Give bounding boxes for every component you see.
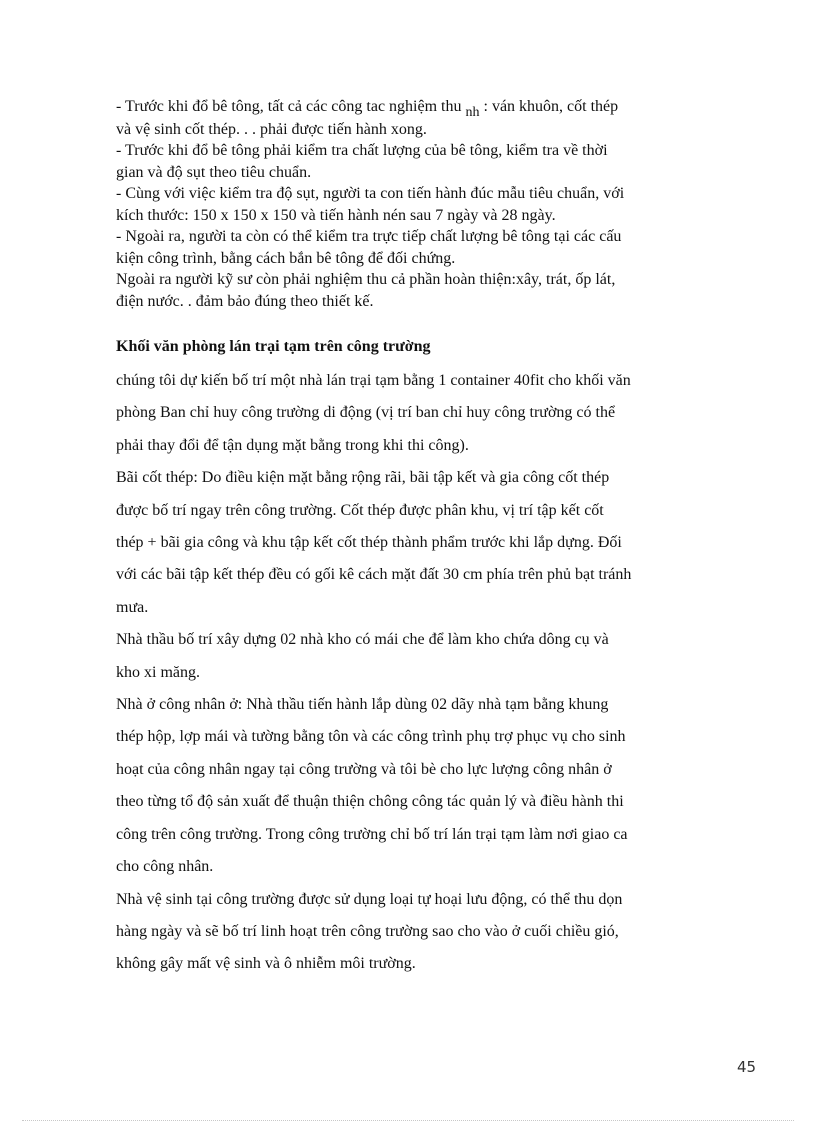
- text-line: được bố trí ngay trên công trường. Cốt thép được phân khu, vị trí tập kết cốt: [116, 501, 604, 519]
- text-line: - Ngoài ra, người ta còn có thể kiểm tra trực tiếp chất lượng bê tông tại các cấu: [116, 228, 622, 245]
- text-line: kích thước: 150 x 150 x 150 và tiến hành nén sau 7 ngày và 28 ngày.: [116, 206, 556, 224]
- text-line: thép hộp, lợp mái và tường bằng tôn và các công trình phụ trợ phục vụ cho sinh: [116, 728, 626, 746]
- text-line: gian và độ sụt theo tiêu chuẩn.: [116, 163, 312, 181]
- text-line: - Trước khi đổ bê tông, tất cả các công tac nghiệm thu nh : ván khuôn, cốt thép: [116, 98, 619, 120]
- subscript-text: nh: [465, 105, 480, 120]
- text-line: - Trước khi đổ bê tông phải kiểm tra chất lượng của bê tông, kiểm tra về thời: [116, 142, 608, 159]
- text-line: và vệ sinh cốt thép. . . phải được tiến hành xong.: [116, 120, 427, 138]
- text-line: - Cùng với việc kiểm tra độ sụt, người ta con tiến hành đúc mẫu tiêu chuẩn, với: [116, 185, 625, 202]
- text-line: thép + bãi gia công và khu tập kết cốt thép thành phẩm trước khi lắp dựng. Đối: [116, 534, 622, 552]
- text-line: theo từng tổ độ sản xuất để thuận thiện chông công tác quản lý và điều hành thi: [116, 793, 624, 811]
- text-line: Bãi cốt thép: Do điều kiện mặt bằng rộng rãi, bãi tập kết và gia công cốt thép: [116, 469, 610, 487]
- concrete-inspection-section: [116, 96, 756, 312]
- text-line: hàng ngày và sẽ bố trí linh hoạt trên công trường sao cho vào ở cuối chiều gió,: [116, 922, 619, 940]
- text-line: với các bãi tập kết thép đều có gối kê cách mặt đất 30 cm phía trên phủ bạt tránh: [116, 566, 632, 584]
- text-line: Nhà ở công nhân ở: Nhà thầu tiến hành lắp dùng 02 dãy nhà tạm bằng khung: [116, 696, 609, 714]
- text-line: phải thay đổi để tận dụng mặt bằng trong khi thi công).: [116, 436, 469, 454]
- text-line: công trên công trường. Trong công trường chỉ bố trí lán trại tạm làm nơi giao ca: [116, 825, 628, 843]
- text-line: chúng tôi dự kiến bố trí một nhà lán trại tạm bằng 1 container 40fit cho khối văn: [116, 372, 631, 389]
- text-line: kho xi măng.: [116, 663, 200, 681]
- text-line: điện nước. . đảm bảo đúng theo thiết kế.: [116, 292, 374, 310]
- page-number: 45: [737, 1058, 757, 1076]
- text-line: không gây mất vệ sinh và ô nhiễm môi trường.: [116, 955, 416, 973]
- text-line: cho công nhân.: [116, 858, 214, 876]
- text-line: phòng Ban chỉ huy công trường di động (vị trí ban chỉ huy công trường có thể: [116, 404, 616, 422]
- text-line: hoạt của công nhân ngay tại công trường và tôi bè cho lực lượng công nhân ở: [116, 760, 612, 778]
- text-line: kiện công trình, bằng cách bắn bê tông để đối chứng.: [116, 249, 456, 267]
- text-line: mưa.: [116, 598, 149, 616]
- text-line: Nhà thầu bố trí xây dựng 02 nhà kho có mái che để làm kho chứa dông cụ và: [116, 631, 609, 649]
- text-line: Ngoài ra người kỹ sư còn phải nghiệm thu cả phần hoàn thiện:xây, trát, ốp lát,: [116, 271, 616, 288]
- text-line: Nhà vệ sinh tại công trường được sử dụng loại tự hoại lưu động, có thể thu dọn: [116, 890, 623, 908]
- site-office-section: [116, 365, 756, 981]
- section-heading: Khối văn phòng lán trại tạm trên công trường: [116, 338, 431, 355]
- footer-divider: [22, 1120, 794, 1121]
